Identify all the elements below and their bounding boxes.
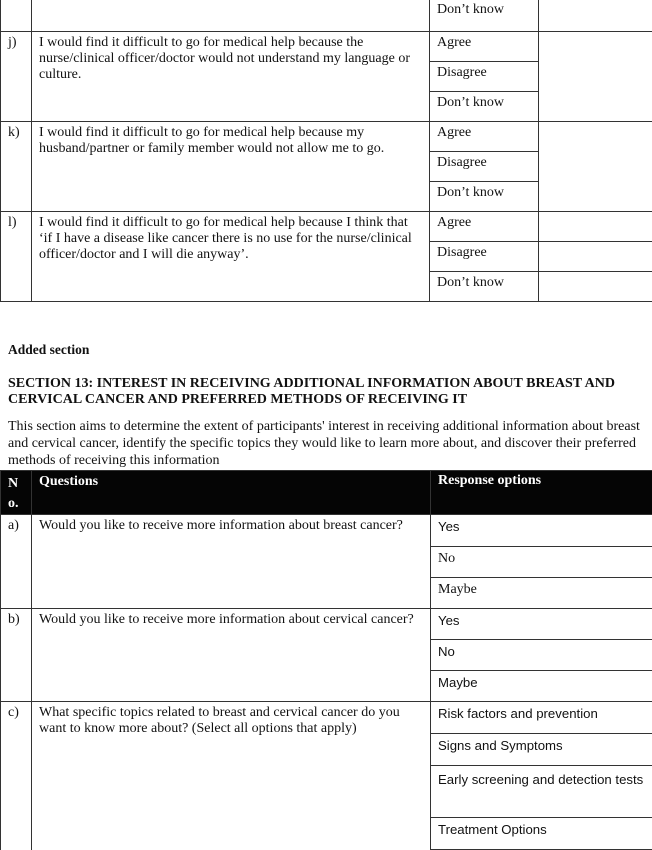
- row-number: c): [1, 702, 32, 850]
- table-header-row: [1, 471, 652, 515]
- response-option-yes[interactable]: Yes: [431, 515, 652, 547]
- question-text: Would you like to receive more information about breast cancer?: [32, 515, 431, 609]
- section-13-table: [0, 470, 652, 850]
- response-option-dont-know[interactable]: Don’t know: [430, 181, 539, 211]
- response-option-agree[interactable]: Agree: [430, 31, 539, 61]
- table-row-j: [1, 31, 652, 61]
- response-option-dont-know[interactable]: Don’t know: [430, 91, 539, 121]
- response-option: Don’t know: [430, 0, 539, 31]
- question-text: Would you like to receive more information about cervical cancer?: [32, 609, 431, 702]
- answer-cell[interactable]: [539, 0, 652, 31]
- response-option-dont-know[interactable]: Don’t know: [430, 271, 539, 301]
- header-response-options: Response options: [431, 471, 652, 515]
- row-number-cell: [1, 0, 32, 31]
- table-row-c: [1, 702, 652, 734]
- previous-section-table: [0, 0, 652, 302]
- answer-cell-agree[interactable]: [539, 211, 652, 241]
- table-row-continued: [1, 0, 652, 31]
- row-number: j): [1, 31, 32, 121]
- response-option-no[interactable]: No: [431, 547, 652, 578]
- response-option-disagree[interactable]: Disagree: [430, 241, 539, 271]
- answer-cell-disagree[interactable]: [539, 241, 652, 271]
- response-option-agree[interactable]: Agree: [430, 121, 539, 151]
- question-cell: [32, 0, 430, 31]
- row-number: k): [1, 121, 32, 211]
- row-number: b): [1, 609, 32, 702]
- response-option-maybe[interactable]: Maybe: [431, 578, 652, 609]
- question-text: I would find it difficult to go for medical help because my husband/partner or family member would not allow me to go.: [32, 121, 430, 211]
- response-option-yes[interactable]: Yes: [431, 609, 652, 640]
- answer-cell[interactable]: [539, 121, 652, 211]
- added-section-label: Added section: [8, 342, 90, 357]
- response-option-disagree[interactable]: Disagree: [430, 151, 539, 181]
- header-questions: Questions: [32, 471, 431, 515]
- response-option-no[interactable]: No: [431, 640, 652, 671]
- response-option-risk-factors[interactable]: Risk factors and prevention: [431, 702, 652, 734]
- table-row-k: [1, 121, 652, 151]
- response-option-maybe[interactable]: Maybe: [431, 671, 652, 702]
- response-option-agree[interactable]: Agree: [430, 211, 539, 241]
- question-text: I would find it difficult to go for medical help because I think that ‘if I have a disease like cancer there is no use for the nurse/clinical officer/doctor and I will die anyway’.: [32, 211, 430, 301]
- answer-cell-dont-know[interactable]: [539, 271, 652, 301]
- row-number: l): [1, 211, 32, 301]
- row-number: a): [1, 515, 32, 609]
- response-option-early-screening[interactable]: Early screening and detection tests: [431, 766, 652, 818]
- response-option-treatment[interactable]: Treatment Options: [431, 818, 652, 850]
- response-option-disagree[interactable]: Disagree: [430, 61, 539, 91]
- section-title: SECTION 13: INTEREST IN RECEIVING ADDITIONAL INFORMATION ABOUT BREAST AND CERVICAL CANCER AND PREFERRED METHODS OF RECEIVING IT: [8, 376, 615, 407]
- table-row-a: [1, 515, 652, 547]
- section-description: This section aims to determine the extent of participants' interest in receiving additional information about breast and cervical cancer, identify the specific topics they would like to learn more about, and discover their preferred methods of receiving this information: [8, 419, 640, 468]
- header-no: N o.: [1, 471, 32, 515]
- table-row-b: [1, 609, 652, 640]
- question-text: What specific topics related to breast and cervical cancer do you want to know more about? (Select all options that apply): [32, 702, 431, 850]
- table-row-l: [1, 211, 652, 241]
- question-text: I would find it difficult to go for medical help because the nurse/clinical officer/doctor would not understand my language or culture.: [32, 31, 430, 121]
- answer-cell[interactable]: [539, 31, 652, 121]
- response-option-signs-symptoms[interactable]: Signs and Symptoms: [431, 734, 652, 766]
